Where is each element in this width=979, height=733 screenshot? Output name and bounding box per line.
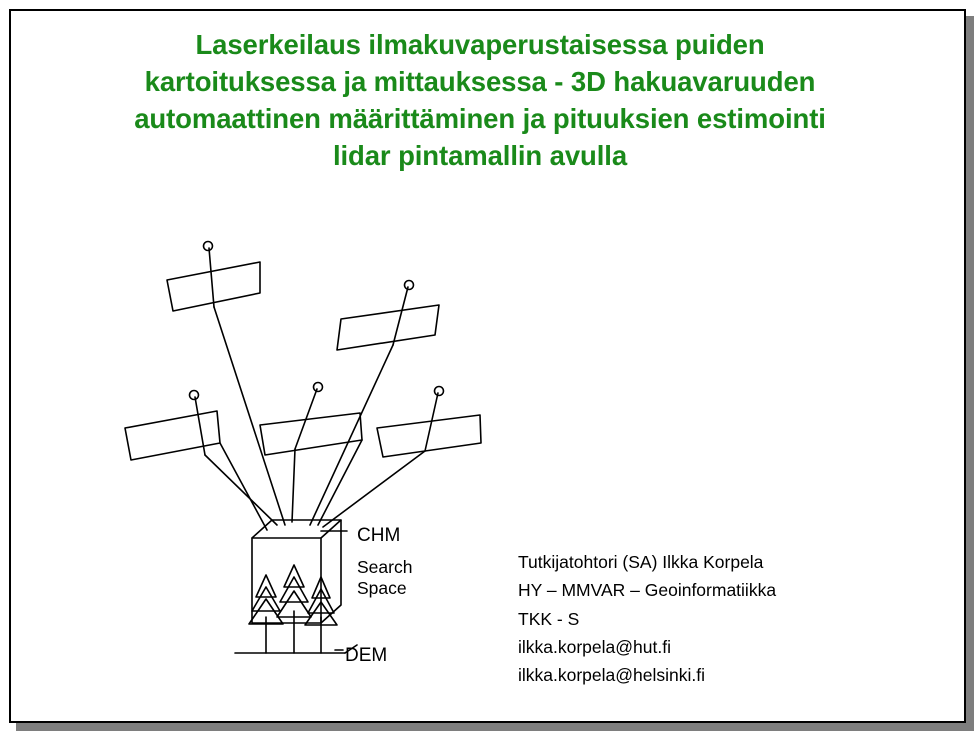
image-plane-2	[337, 305, 439, 350]
title-line-3: automaattinen määrittäminen ja pituuksien estimointi	[134, 103, 826, 135]
optical-axis-1	[209, 248, 214, 307]
perspective-center-1	[204, 242, 213, 251]
ray-4	[292, 449, 295, 522]
perspective-center-4	[314, 383, 323, 392]
title-line-4: lidar pintamallin avulla	[332, 140, 628, 172]
tree-1-crown-top	[256, 575, 276, 597]
perspective-center-5	[435, 387, 444, 396]
lidar-diagram	[95, 225, 525, 695]
title-line-2: kartoituksessa ja mittauksessa - 3D hakuavaruuden	[144, 66, 816, 98]
chm-label: CHM	[357, 525, 401, 546]
search-space-line-2: Space	[357, 577, 407, 598]
search-space-line-1: Search	[357, 557, 413, 577]
perspective-center-3	[190, 391, 199, 400]
author-line-3: TKK - S	[518, 608, 580, 629]
tree-cluster	[249, 565, 337, 653]
author-line-2: HY – MMVAR – Geoinformatiikka	[518, 580, 777, 601]
page-title	[40, 26, 920, 175]
lidar-diagram-svg	[95, 225, 525, 695]
perspective-center-2	[405, 281, 414, 290]
slide-shadow-right	[966, 16, 974, 726]
tree-2-crown-top	[284, 565, 304, 587]
title-line-1: Laserkeilaus ilmakuvaperustaisessa puiden	[195, 29, 765, 60]
ray-6	[220, 443, 267, 530]
author-info	[518, 548, 776, 690]
ray-7	[318, 440, 362, 525]
author-email-1: ilkka.korpela@hut.fi	[518, 637, 671, 658]
search-space-label	[357, 557, 412, 598]
optical-axis-2	[393, 287, 408, 345]
tree-2-crown-mid	[280, 577, 308, 602]
author-email-2: ilkka.korpela@helsinki.fi	[518, 665, 706, 686]
image-plane-3	[125, 411, 220, 460]
author-line-1: Tutkijatohtori (SA) Ilkka Korpela	[518, 552, 764, 572]
ray-2	[310, 345, 393, 525]
slide-shadow-bottom	[16, 723, 974, 731]
dem-label: DEM	[345, 645, 388, 666]
image-plane-4	[260, 413, 362, 455]
ray-1	[214, 307, 285, 525]
